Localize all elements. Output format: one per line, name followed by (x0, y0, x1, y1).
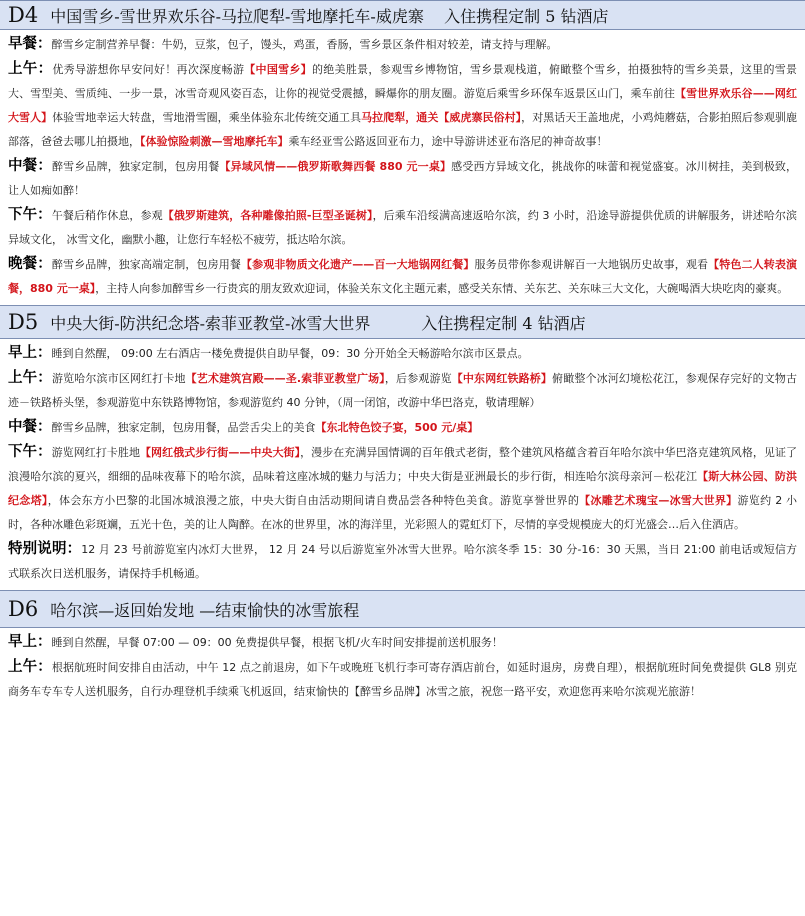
body-text: ，对黑话天王盖地虎，小鸡炖蘑菇，合影拍照后参观驯鹿部落，爸爸去哪儿拍摄地， (8, 111, 797, 148)
highlighted-text: 【参观非物质文化遗产——百一大地锅网红餐】 (241, 258, 475, 271)
highlighted-text: 【冰雕艺术瑰宝—冰雪大世界】 (579, 494, 738, 507)
day-title: 中央大街-防洪纪念塔-索菲亚教堂-冰雪大世界 入住携程定制 4 钻酒店 (50, 313, 586, 333)
itinerary-paragraph (8, 57, 797, 154)
highlighted-text: 【东北特色饺子宴，500 元/桌】 (315, 421, 479, 434)
body-text: 睡到自然醒， 09:00 左右酒店一楼免费提供自助早餐，09：30 分开始全天畅游哈尔滨市区景点。 (51, 347, 529, 360)
body-text: 醉雪乡定制营养早餐：牛奶，豆浆，包子，馒头，鸡蛋，香肠，雪乡景区条件相对较差，请支持与理解。 (51, 38, 558, 51)
day-header-d4 (0, 0, 805, 30)
itinerary-paragraph (8, 341, 797, 366)
body-text: ，漫步在充满异国情调的百年俄式老街，整个建筑风格蕴含着百年哈尔滨中华巴洛克建筑风格，见证了浪漫哈尔滨的夏兴，细细的品味夜幕下的哈尔滨，品味着这座冰城的魅力与活力；中央大街是亚洲最长的步行街，相连哈尔滨母亲河－松花江 (8, 446, 798, 483)
highlighted-text: 【中国雪乡】 (244, 63, 312, 76)
body-text: ，后乘车沿绥满高速返哈尔滨，约 3 小时，沿途导游提供优质的讲解服务，讲述哈尔滨异域文化， 冰雪文化，幽默小趣，让您行车轻松不疲劳，抵达哈尔滨。 (8, 209, 797, 246)
day-header-d6 (0, 590, 805, 628)
body-text: ，体会东方小巴黎的北国冰城浪漫之旅，中央大街自由活动期间请自费品尝各种特色美食。游览享誉世界的 (47, 494, 580, 507)
day-title: 哈尔滨—返回始发地 —结束愉快的冰雪旅程 (50, 600, 360, 620)
body-text: 醉雪乡品牌，独家定制，包房用餐 (52, 160, 220, 173)
body-text: 俯瞰整个冰河幻境松花江，参观保存完好的文物古迹－铁路桥头堡，参观游览中东铁路博物馆，参观游览约 40 分钟，（周一闭馆，改游中华巴洛克，敬请理解） (8, 372, 798, 409)
body-text: 午餐后稍作休息，参观 (51, 209, 163, 222)
day-number: D4 (8, 3, 39, 27)
highlighted-text: 【网红俄式步行街——中央大街】 (140, 446, 301, 459)
day-number: D5 (8, 310, 39, 334)
section-label: 下午： (8, 206, 52, 223)
day-number: D6 (8, 597, 39, 621)
section-label: 早上： (8, 344, 52, 361)
body-text: 优秀导游想你早安问好！再次深度畅游 (52, 63, 245, 76)
highlighted-text: 【斯大林公园、防洪纪念塔】 (8, 470, 798, 507)
body-text: 的绝美胜景，参观雪乡博物馆，雪乡景观栈道，俯瞰整个雪乡，拍摄独特的雪乡美景，这里的雪景大、雪型美、雪质纯、一步一景，冰雪奇观风姿百态，让你的视觉受震撼，瞬爆你的朋友圈。游览后乘雪乡环保车返景区山门，乘车前往 (8, 63, 798, 100)
highlighted-text: 【中东网红铁路桥】 (451, 372, 553, 385)
section-label: 上午： (8, 369, 52, 386)
highlighted-text: 【体验惊险刺激—雪地摩托车】 (140, 135, 289, 148)
itinerary-paragraph (8, 366, 797, 415)
day-body-d6 (0, 628, 805, 704)
body-text: 醉雪乡品牌，独家定制，包房用餐，品尝舌尖上的美食 (51, 421, 316, 434)
itinerary-paragraph (8, 440, 797, 537)
itinerary-paragraph (8, 154, 797, 203)
section-label: 中餐： (8, 418, 52, 435)
body-text: 乘车经亚雪公路返回亚布力，途中导游讲述亚布洛尼的神奇故事！ (288, 135, 608, 148)
highlighted-text: 马拉爬犁，通关【威虎寨民俗村】 (361, 111, 522, 124)
body-text: 感受西方异域文化，挑战你的味蕾和视觉盛宴。冰川树挂，美到极致，让人如痴如醉！ (8, 160, 798, 197)
section-label: 早餐： (8, 35, 52, 52)
highlighted-text: 【俄罗斯建筑，各种雕像拍照-巨型圣诞树】 (162, 209, 373, 222)
highlighted-text: 【雪世界欢乐谷——网红大雪人】 (8, 87, 797, 124)
section-label: 上午： (8, 60, 53, 77)
body-text: 睡到自然醒，早餐 07:00 — 09：00 免费提供早餐，根据飞机/火车时间安排提前送机服务！ (51, 636, 503, 649)
day-header-d5 (0, 305, 805, 339)
section-label: 晚餐： (8, 255, 52, 272)
body-text: 游览哈尔滨市区网红打卡地 (51, 372, 186, 385)
section-label: 上午： (8, 658, 52, 675)
section-label: 中餐： (8, 157, 52, 174)
day-title: 中国雪乡-雪世界欢乐谷-马拉爬犁-雪地摩托车-威虎寨 入住携程定制 5 钻酒店 (50, 6, 609, 26)
body-text: 服务员带你参观讲解百一大地锅历史故事，观看 (474, 258, 709, 271)
highlighted-text: 【异域风情——俄罗斯歌舞西餐 880 元一桌】 (219, 160, 452, 173)
itinerary-paragraph (8, 630, 797, 655)
body-text: 醉雪乡品牌，独家高端定制，包房用餐 (51, 258, 241, 271)
section-label: 下午： (8, 443, 52, 460)
itinerary-paragraph (8, 203, 797, 252)
body-text: ，后参观游览 (384, 372, 452, 385)
day-body-d5 (0, 339, 805, 586)
itinerary-paragraph (8, 537, 797, 586)
highlighted-text: 【特色二人转表演餐，880 元一桌】 (8, 258, 797, 295)
body-text: 游览网红打卡胜地 (51, 446, 140, 459)
section-label: 早上： (8, 633, 52, 650)
highlighted-text: 【艺术建筑宫殿——圣.索菲亚教堂广场】 (185, 372, 385, 385)
section-label: 特别说明： (8, 540, 82, 557)
body-text: 游览约 2 小时，各种冰雕色彩斑斓，五光十色，美的让人陶醉。在冰的世界里，冰的海洋里，光彩照人的霓虹灯下，尽情的享受规模庞大的灯光盛会…后入住酒店。 (8, 494, 798, 531)
day-body-d4 (0, 30, 805, 301)
itinerary-paragraph (8, 655, 797, 704)
itinerary-paragraph (8, 415, 797, 440)
itinerary-paragraph (8, 32, 797, 57)
body-text: ，主持人向参加醉雪乡一行贵宾的朋友致欢迎词，体验关东文化主题元素，感受关东情、关东艺、关东味三大文化，大碗喝酒大块吃肉的豪爽。 (95, 282, 789, 295)
body-text: 体验雪地幸运大转盘，雪地滑雪圈，乘坐体验东北传统交通工具 (52, 111, 362, 124)
body-text: 根据航班时间安排自由活动，中午 12 点之前退房，如下午或晚班飞机行李可寄存酒店前台，如延时退房，房费自理），根据航班时间免费提供 GL8 别克商务车专车专人送机服务，自行办理登机手续乘飞机返回，结束愉快的【醉雪乡品牌】冰雪之旅，祝您一路平安，欢迎您再来哈尔滨观光旅游！ (8, 661, 798, 698)
itinerary-paragraph (8, 252, 797, 301)
body-text: 12 月 23 号前游览室内冰灯大世界， 12 月 24 号以后游览室外冰雪大世界。哈尔滨冬季 15：30 分-16：30 天黑，当日 21:00 前电话或短信方式联系次日送机服务，请保持手机畅通。 (8, 543, 797, 580)
